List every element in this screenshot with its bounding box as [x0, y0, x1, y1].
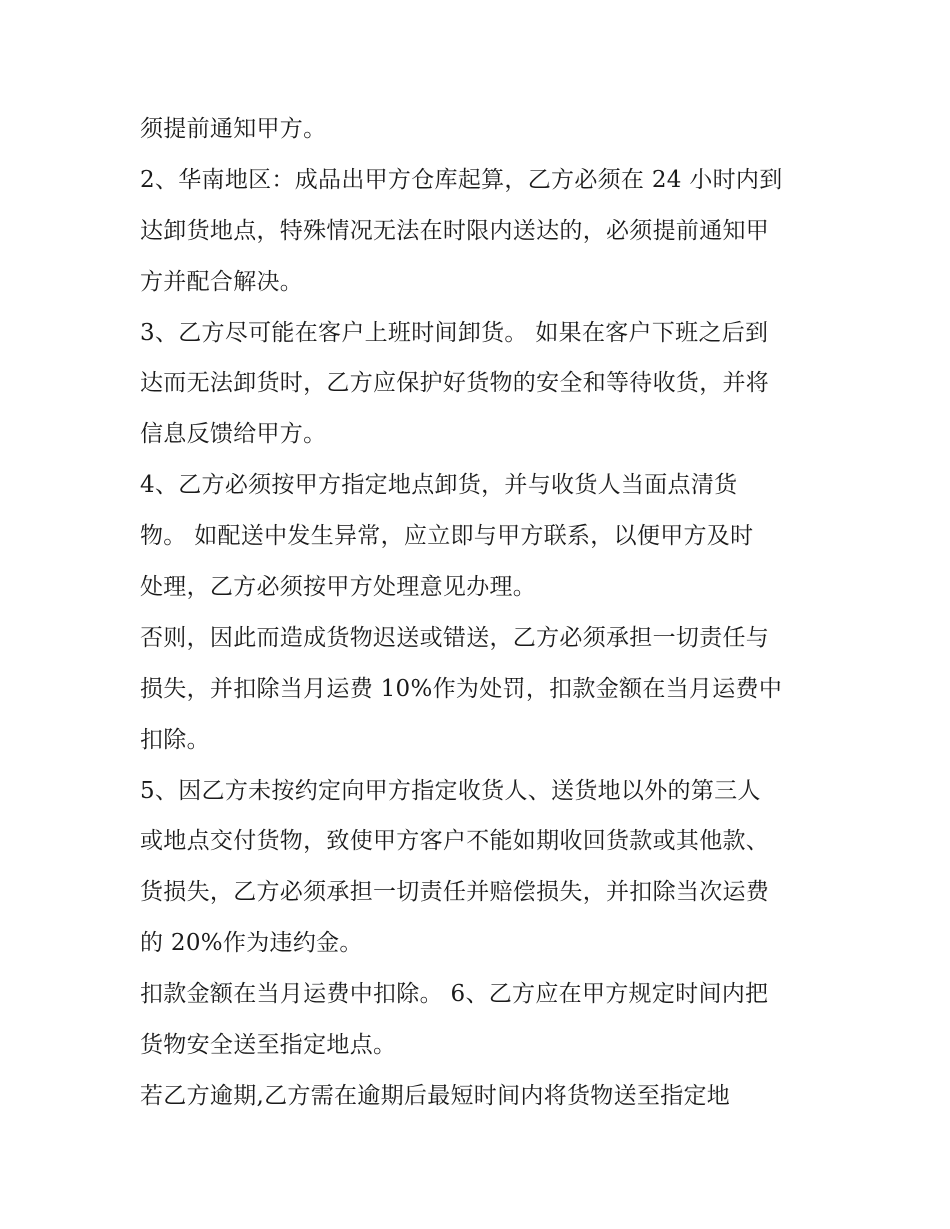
- text-line: 物。 如配送中发生异常，应立即与甲方联系，以便甲方及时: [140, 523, 754, 550]
- text-line: 扣款金额在当月运费中扣除。 6、乙方应在甲方规定时间内把: [140, 981, 769, 1008]
- text-line: 若乙方逾期,乙方需在逾期后最短时间内将货物送至指定地: [140, 1082, 731, 1109]
- text-line: 否则，因此而造成货物迟送或错送，乙方必须承担一切责任与: [140, 624, 770, 651]
- text-line: 货物安全送至指定地点。: [140, 1032, 397, 1059]
- text-line: 方并配合解决。: [140, 268, 304, 295]
- text-line: 达而无法卸货时，乙方应保护好货物的安全和等待收货，并将: [140, 370, 770, 397]
- text-line: 3、乙方尽可能在客户上班时间卸货。 如果在客户下班之后到: [140, 319, 769, 346]
- text-line: 须提前通知甲方。: [140, 116, 327, 142]
- text-line: 达卸货地点，特殊情况无法在时限内送达的，必须提前通知甲: [140, 217, 770, 244]
- text-line: 货损失，乙方必须承担一切责任并赔偿损失，并扣除当次运费: [140, 879, 770, 906]
- text-line: 5、因乙方未按约定向甲方指定收货人、送货地以外的第三人: [140, 777, 761, 804]
- text-line: 4、乙方必须按甲方指定地点卸货，并与收货人当面点清货: [140, 472, 738, 499]
- text-line: 2、华南地区：成品出甲方仓库起算，乙方必须在 24 小时内到: [140, 166, 783, 193]
- text-line: 损失，并扣除当月运费 10%作为处罚，扣款金额在当月运费中: [140, 675, 783, 702]
- text-line: 信息反馈给甲方。: [140, 421, 327, 448]
- text-line: 的 20%作为违约金。: [140, 930, 363, 957]
- text-line: 或地点交付货物，致使甲方客户不能如期收回货款或其他款、: [140, 828, 770, 855]
- text-line: 处理，乙方必须按甲方处理意见办理。: [140, 574, 537, 601]
- text-line: 扣除。: [140, 726, 210, 753]
- document-body: [140, 104, 830, 1122]
